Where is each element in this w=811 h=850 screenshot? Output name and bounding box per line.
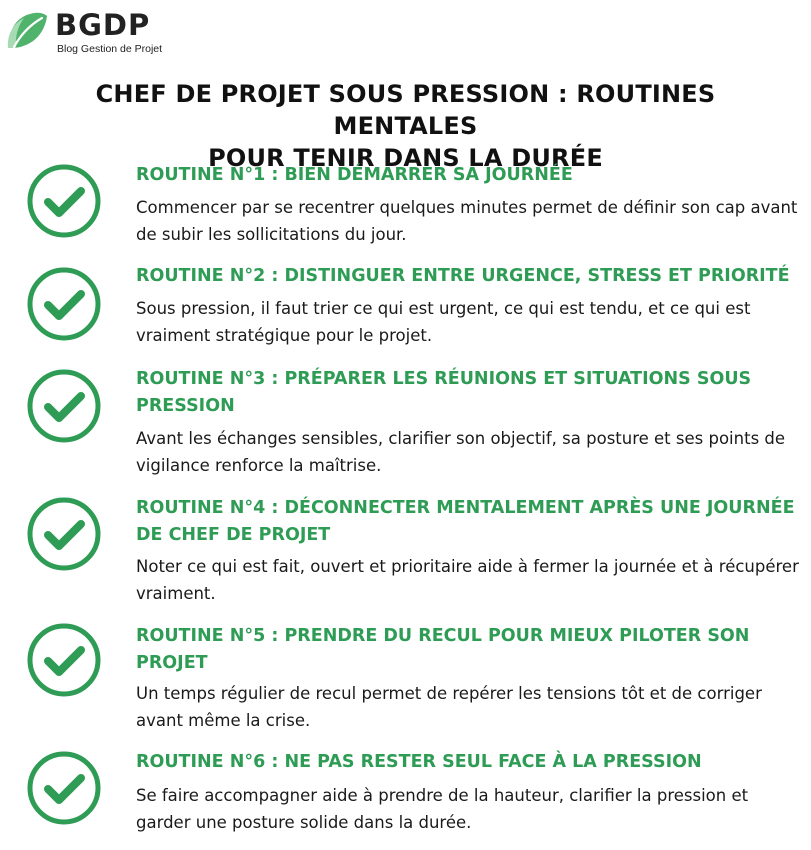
routine-description-6: Se faire accompagner aide à prendre de la hauteur, clarifier la pression et garder une posture solide dans la durée. (136, 786, 749, 832)
brand-logo (6, 8, 166, 58)
check-circle-icon (27, 369, 101, 443)
check-circle-icon (27, 164, 101, 238)
routine-title-6: ROUTINE N°6 : NE PAS RESTER SEUL FACE À LA PRESSION (136, 752, 702, 772)
routine-description-4: Noter ce qui est fait, ouvert et prioritaire aide à fermer la journée et à récupérer vraiment. (136, 557, 799, 603)
brand-name: BGDP (55, 8, 151, 42)
routine-title-4: ROUTINE N°4 : DÉCONNECTER MENTALEMENT APRÈS UNE JOURNÉE DE CHEF DE PROJET (136, 498, 795, 545)
routine-title-2: ROUTINE N°2 : DISTINGUER ENTRE URGENCE, STRESS ET PRIORITÉ (136, 266, 790, 286)
check-circle-icon (27, 497, 101, 571)
routine-title-3: ROUTINE N°3 : PRÉPARER LES RÉUNIONS ET SITUATIONS SOUS PRESSION (136, 369, 752, 416)
routine-description-5: Un temps régulier de recul permet de repérer les tensions tôt et de corriger avant même la crise. (136, 684, 762, 730)
check-circle-icon (27, 267, 101, 341)
routine-description-3: Avant les échanges sensibles, clarifier son objectif, sa posture et ses points de vigilance renforce la maîtrise. (136, 429, 786, 475)
routine-title-1: ROUTINE N°1 : BIEN DÉMARRER SA JOURNÉE (136, 165, 573, 185)
routine-description-2: Sous pression, il faut trier ce qui est urgent, ce qui est tendu, et ce qui est vraiment stratégique pour le projet. (136, 299, 751, 345)
routine-description-1: Commencer par se recentrer quelques minutes permet de définir son cap avant de subir les sollicitations du jour. (136, 198, 798, 244)
page-title-line-2: POUR TENIR DANS LA DURÉE (208, 144, 603, 172)
check-circle-icon (27, 623, 101, 697)
page-title (20, 78, 791, 174)
check-circle-icon (27, 751, 101, 825)
leaf-logo-icon (6, 10, 48, 50)
brand-tagline: Blog Gestion de Projet (57, 43, 163, 55)
page-title-line-1: CHEF DE PROJET SOUS PRESSION : ROUTINES MENTALES (95, 80, 716, 140)
routine-title-5: ROUTINE N°5 : PRENDRE DU RECUL POUR MIEUX PILOTER SON PROJET (136, 626, 750, 673)
